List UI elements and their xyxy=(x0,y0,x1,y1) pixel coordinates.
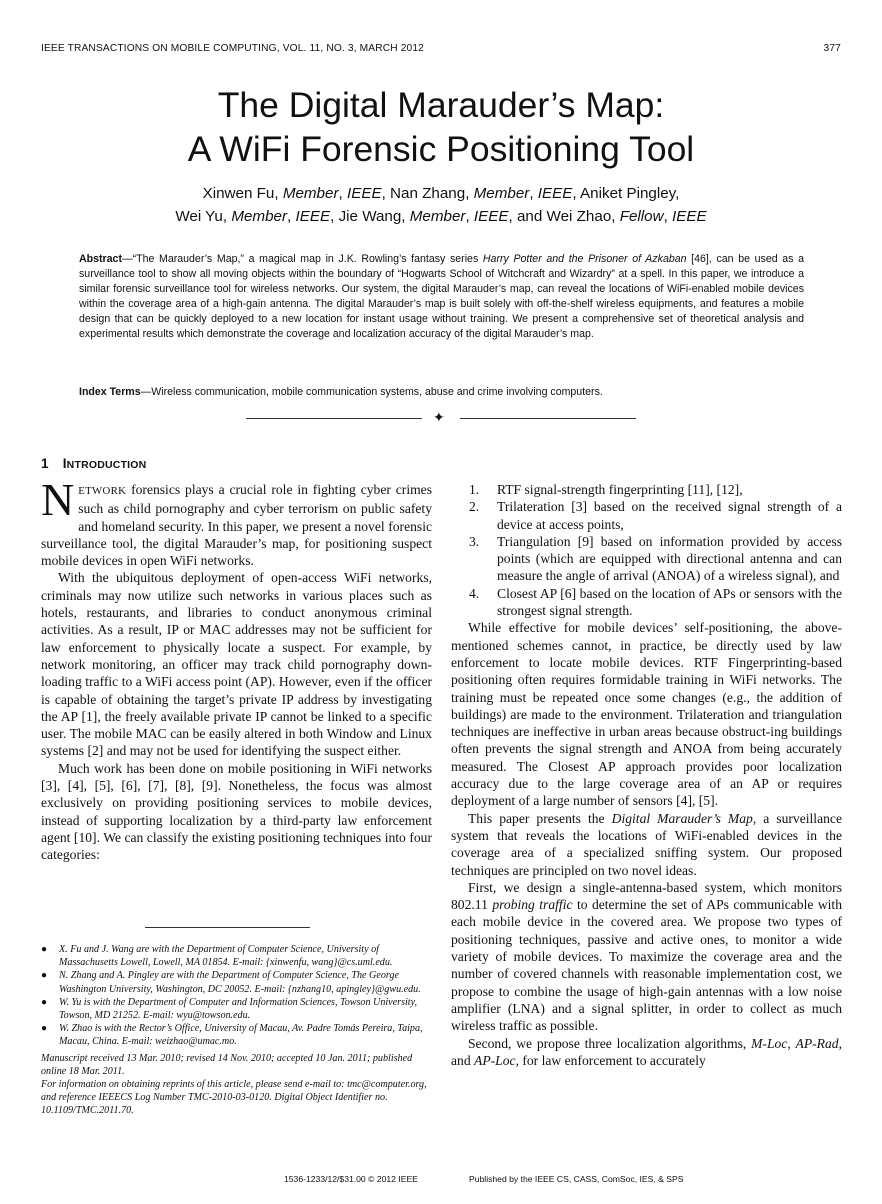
issn-copyright: 1536-1233/12/$31.00 © 2012 IEEE xyxy=(284,1174,418,1184)
author-separator: , xyxy=(572,185,581,202)
abstract xyxy=(79,252,804,343)
list-item-text: RTF signal-strength fingerprinting [11], [12], xyxy=(497,482,743,497)
running-header xyxy=(41,43,841,57)
body-paragraph-2 xyxy=(451,810,842,879)
author-org: IEEE xyxy=(473,208,509,225)
author-separator: , xyxy=(465,208,474,225)
footnotes xyxy=(41,943,432,1118)
affiliation-text: W. Yu is with the Department of Computer and Information Sciences, Towson University, Towson, MD 21252. E-mail: wyu@towson.edu. xyxy=(59,996,418,1022)
title-line-1: The Digital Marauder’s Map: xyxy=(217,85,665,125)
affiliation-text: N. Zhang and A. Pingley are with the Department of Computer Science, The George Washington University, Washington, DC 20052. E-mail: {nzhang10, apingley}@gwu.edu. xyxy=(59,970,421,995)
body-paragraph-3 xyxy=(451,879,842,1035)
index-terms-label: Index Terms xyxy=(79,386,141,398)
author-separator: , xyxy=(529,185,538,202)
index-terms-text: —Wireless communication, mobile communication systems, abuse and crime involving computers. xyxy=(140,386,603,398)
abstract-label: Abstract xyxy=(79,253,122,265)
list-item xyxy=(451,498,842,533)
paragraph-text: , for law enforcement to accurately xyxy=(515,1052,706,1068)
footnote-rule xyxy=(145,927,310,928)
affiliation-text: W. Zhao is with the Rector’s Office, University of Macau, Av. Padre Tomás Pereira, Taipa, Macau, China. E-mail: weizhao@umac.mo. xyxy=(59,1023,423,1048)
affiliation-footnote xyxy=(41,969,432,995)
bullet-icon: ● xyxy=(41,944,48,955)
publisher-line: Published by the IEEE CS, CASS, ComSoc, IES, & SPS xyxy=(469,1174,684,1184)
paper-title xyxy=(0,83,882,171)
author-separator: , xyxy=(663,208,673,225)
abstract-book-title: Harry Potter and the Prisoner of Azkaban xyxy=(482,253,687,265)
author-separator: , xyxy=(287,208,296,225)
separator-diamond-icon: ✦ xyxy=(433,409,445,425)
emphasis-term: probing traffic xyxy=(492,897,573,913)
paragraph-text: , and xyxy=(451,1035,842,1068)
page-number: 377 xyxy=(823,43,841,54)
author-separator: , xyxy=(330,208,339,225)
abstract-text-2: [46], can be used as a surveillance tool to show all moving objects within the boundary of “Hogwarts School of Witchcraft and Wizardry” at a spell. In this paper, we introduce a similar forensic surveillance tool for wireless networks. Our system, the digital Marauder’s map, can reveal the locations of WiFi-enabled mobile devices within the coverage area of a high-gain antenna. The digital Marauder’s map is built solely with off-the-shelf wireless equipments, and features a mobile design that can be quickly deployed to a new location for instant usage without training. We present a comprehensive set of theoretical analysis and experimental results which demonstrate the coverage and localization accuracy of the digital Marauder’s map. xyxy=(79,253,804,341)
list-item-text: Triangulation [9] based on information provided by access points (which are equipped with directional antenna and can measure the angle of arrival (ANOA) of a wireless signal), and xyxy=(497,533,842,584)
author-role: Fellow xyxy=(619,208,664,225)
paragraph-text: , a surveillance system that reveals the locations of WiFi-enabled devices in the coverage area of a specialized sniffing system. Our proposed techniques are principled on two novel ideas. xyxy=(451,810,842,878)
manuscript-received-note: Manuscript received 13 Mar. 2010; revised 14 Nov. 2010; accepted 10 Jan. 2011; published online 18 Mar. 2011. xyxy=(41,1052,413,1077)
affiliation-footnote xyxy=(41,1022,432,1048)
author-org: IEEE xyxy=(295,208,331,225)
abstract-text-1: —“The Marauder’s Map,” a magical map in J.K. Rowling’s fantasy series xyxy=(121,253,483,265)
section-title-initial: I xyxy=(62,456,67,471)
affiliation-footnote xyxy=(41,996,432,1022)
intro-paragraph-2: With the ubiquitous deployment of open-access WiFi networks, criminals may now utilize such networks in various places such as hotels, restaurants, and libraries to conduct anonymous criminal activities. As a result, IP or MAC addresses may not be sufficient for law enforcement to physically locate a suspect. For example, by network monitoring, an officer may track child pornography down-loading traffic to a WiFi access point (AP). However, even if the officer is capable of obtaining the target’s private IP address by investigating the AP [1], the freely available private IP cannot be linked to a specific user. The mobile MAC can be easily altered in both Window and Linux systems [2] and may not be used for identifying the suspect either. xyxy=(41,570,432,759)
intro-paragraph-3: Much work has been done on mobile positioning in WiFi networks [3], [4], [5], [6], [7], [8], [9]. Nonetheless, the focus was almost exclusively on providing positioning services to mobile devices, instead of supporting localization by a third-party law enforcement agent [10]. We can classify the existing positioning techniques into four categories: xyxy=(41,760,432,863)
system-name: Digital Marauder’s Map xyxy=(611,810,753,826)
right-column xyxy=(451,481,842,1069)
list-item-number: 4. xyxy=(469,585,480,601)
separator-rule-right xyxy=(460,418,636,419)
paragraph-text: , xyxy=(787,1035,796,1051)
title-line-2: A WiFi Forensic Positioning Tool xyxy=(187,129,695,169)
affiliation-text: X. Fu and J. Wang are with the Department of Computer Science, University of Massachusetts Lowell, Lowell, MA 01854. E-mail: {xinwenfu, wang}@cs.uml.edu. xyxy=(59,944,393,969)
paragraph-text: This paper presents the xyxy=(468,810,612,826)
body-paragraph-4 xyxy=(451,1035,842,1070)
author-separator: , xyxy=(508,208,517,225)
author-name: Jie Wang, xyxy=(338,208,410,225)
author-role: Member xyxy=(282,185,339,202)
bullet-icon: ● xyxy=(41,996,48,1008)
author-name: Wei Yu, xyxy=(175,208,232,225)
section-title-rest: NTRODUCTION xyxy=(66,459,147,471)
paragraph-text: Second, we propose three localization algorithms, xyxy=(468,1035,752,1051)
bullet-icon: ● xyxy=(41,970,48,982)
list-item xyxy=(451,533,842,585)
author-name: Nan Zhang, xyxy=(390,185,474,202)
list-item xyxy=(451,585,842,620)
author-role: Member xyxy=(231,208,288,225)
paragraph-text: to determine the set of APs communicable with each mobile device in the covered area. We propose two types of positioning techniques, passive and active ones, to monitor a wide variety of mobile devices. To maximize the coverage area and the number of covered channels with reasonable implementation cost, we propose to combine the usage of high-gain antennas with a low noise amplifier (LNA) and a signal splitter, in order to collect as much wireless traffic as possible. xyxy=(451,897,842,1034)
separator-rule-left xyxy=(246,418,422,419)
list-item-number: 2. xyxy=(469,499,480,515)
positioning-techniques-list xyxy=(451,481,842,619)
intro-paragraph-1 xyxy=(41,474,432,569)
algorithm-name: AP-Loc xyxy=(474,1052,516,1068)
intro-paragraph-1-text: forensics plays a crucial role in fighting cyber crimes such as child pornography and cyber terrorism on public safety and homeland security. In this paper, we present a novel forensic surveillance tool, the digital Marauder’s map, for positioning suspect mobile devices in open WiFi networks. xyxy=(41,482,432,569)
paragraph-text: First, we design a single-antenna-based system, which monitors 802.11 xyxy=(451,879,842,913)
list-item-text: Trilateration [3] based on the received signal strength of a device at access points, xyxy=(497,499,842,532)
bullet-icon: ● xyxy=(41,1023,48,1035)
section-heading xyxy=(41,456,146,471)
algorithm-name: AP-Rad xyxy=(795,1035,839,1051)
author-list xyxy=(40,182,842,228)
list-item-number: 3. xyxy=(469,533,480,549)
algorithm-name: M-Loc xyxy=(751,1035,788,1051)
author-org: IEEE xyxy=(537,185,573,202)
author-separator: , xyxy=(381,185,391,202)
list-item xyxy=(451,481,842,498)
drop-cap-smallcaps: ETWORK xyxy=(78,485,127,497)
author-separator: , xyxy=(338,185,347,202)
index-terms xyxy=(79,385,804,400)
left-column xyxy=(41,474,432,864)
section-number: 1 xyxy=(41,456,49,471)
body-paragraph-1: While effective for mobile devices’ self-positioning, the above-mentioned schemes cannot, in practice, be directly used by law enforcement to locate mobile devices. RTF Fingerprinting-based positioning often requires formidable training in WiFi networks. The training must be repeated once some changes (e.g., the addition of buildings) are made to the environment. Trilateration and triangulation techniques are ineffective in urban areas because obstruct-ing buildings often prevents the signal strength and ANOA from being accurately measured. The Closest AP approach provides poor localization accuracy due to the large coverage area of an AP or requires deployment of a large number of sensors [4], [5]. xyxy=(451,620,842,809)
author-name: Xinwen Fu, xyxy=(202,185,283,202)
author-role: Member xyxy=(409,208,466,225)
journal-name: IEEE TRANSACTIONS ON MOBILE COMPUTING, VOL. 11, NO. 3, MARCH 2012 xyxy=(41,43,424,54)
drop-cap: N xyxy=(41,474,75,525)
author-role: Member xyxy=(473,185,530,202)
list-item-number: 1. xyxy=(469,482,480,497)
list-item-text: Closest AP [6] based on the location of APs or sensors with the strongest signal strength. xyxy=(497,585,842,619)
author-name: and Wei Zhao, xyxy=(516,208,620,225)
reprints-note: For information on obtaining reprints of this article, please send e-mail to: tmc@computer.org, and reference IEEECS Log Number TMC-2010-03-0120. Digital Object Identifier no. 10.1109/TMC.2011.70. xyxy=(41,1079,427,1117)
affiliation-footnote xyxy=(41,943,432,969)
author-org: IEEE xyxy=(672,208,707,225)
author-org: IEEE xyxy=(346,185,382,202)
author-name: Aniket Pingley, xyxy=(580,185,680,202)
